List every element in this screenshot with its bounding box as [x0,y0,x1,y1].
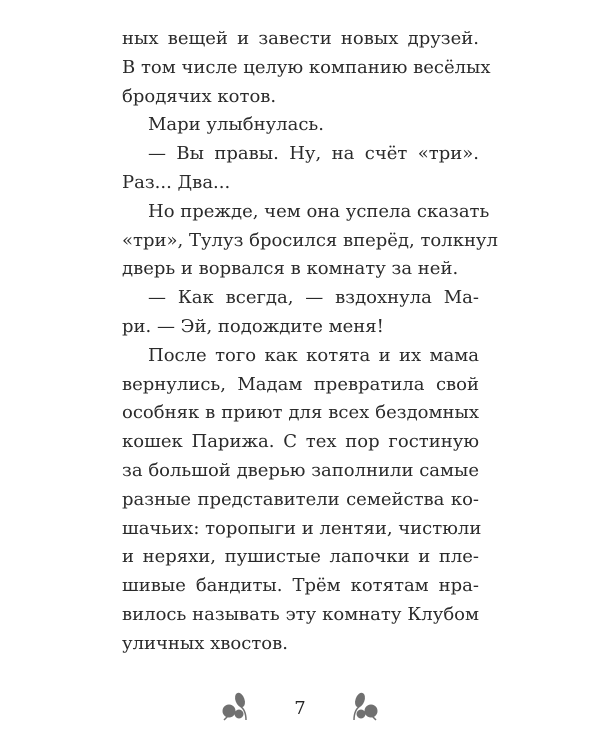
text-line: ри. — Эй, подождите меня! [122,315,384,337]
text-line: — Как всегда, — вздохнула Ма- [148,287,479,309]
text-line: вилось называть эту комнату Клубом [122,603,479,625]
text-line: разные представители семейства ко- [122,488,479,510]
text-line: кошек Парижа. С тех пор гостиную [122,431,479,453]
text-line: бродячих котов. [122,85,277,107]
flower-ornament-left-icon [220,692,254,724]
text-line: шачьих: торопыги и лентяи, чистюли [122,517,482,539]
text-line: дверь и ворвался в комнату за ней. [122,258,459,280]
text-line: «три», Тулуз бросился вперёд, толкнул [122,229,498,251]
text-line: вернулись, Мадам превратила свой [122,373,479,395]
text-line: особняк в приют для всех бездомных [122,402,479,424]
text-line: и неряхи, пушистые лапочки и пле- [122,546,479,568]
page-footer [0,688,600,728]
page-body-text [122,25,498,659]
text-line: Мари улыбнулась. [148,114,324,136]
text-line: за большой дверью заполнили самые [122,459,479,481]
text-line: уличных хвостов. [122,632,288,654]
text-line: шивые бандиты. Трём котятам нра- [122,575,479,597]
flower-ornament-right-icon [346,692,380,724]
text-line: В том числе целую компанию весёлых [122,56,491,78]
text-line: ных вещей и завести новых друзей. [122,28,479,49]
text-line: Но прежде, чем она успела сказать [148,200,490,222]
text-line: После того как котята и их мама [148,344,479,366]
text-line: — Вы правы. Ну, на счёт «три». [148,143,479,165]
page-number: 7 [294,697,306,719]
text-line: Раз... Два... [122,171,231,193]
